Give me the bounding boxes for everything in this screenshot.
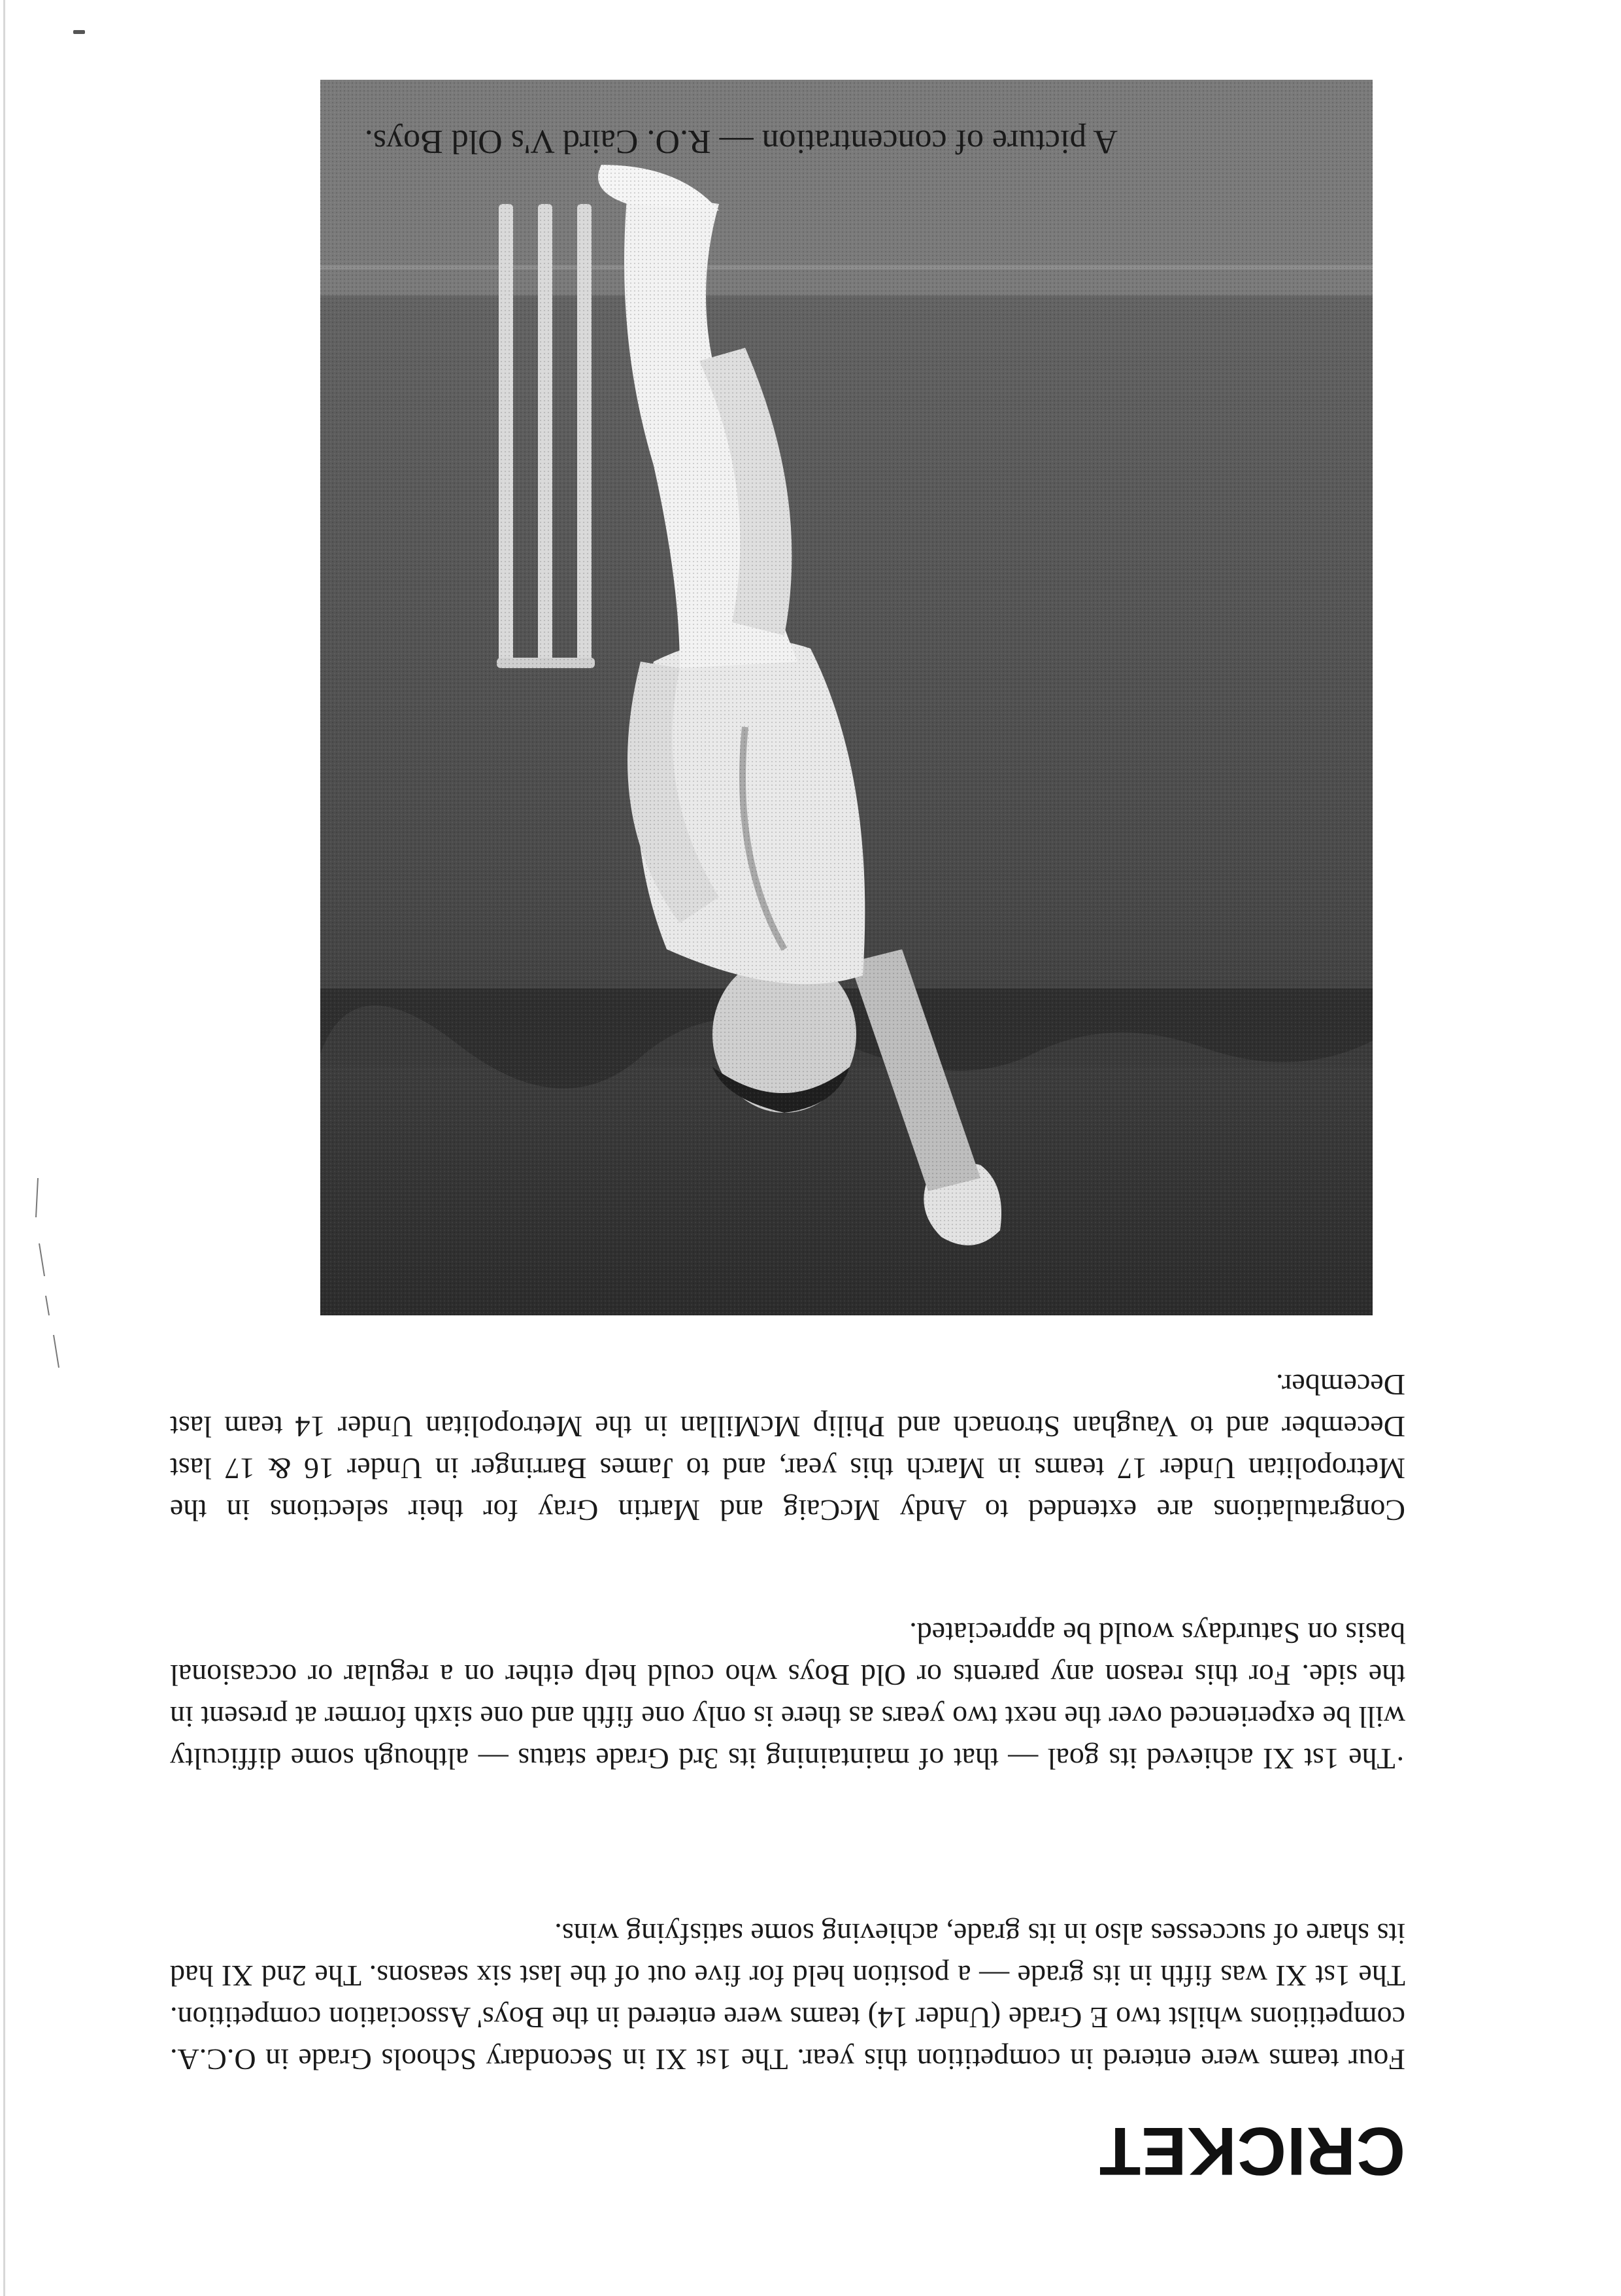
body-paragraph: ·The 1st XI achieved its goal — that of maintaining its 3rd Grade status — although some difficulty will be experienced over the next two years as there is only one fifth and one sixth former at present in the side. For this reason any parents or Old Boys who could help either on a regular or occasional basis on Saturdays would be appreciated. <box>170 1617 1405 1776</box>
cricket-photo-illustration <box>320 80 1373 1315</box>
page-edge-line <box>3 0 5 2296</box>
photo-caption: A picture of concentration — R.O. Caird V's Old Boys. <box>364 123 1118 160</box>
body-paragraph: Four teams were entered in competition this year. The 1st XI in Secondary Schools Grade in O.C.A. competitions whilst two E Grade (Under 14) teams were entered in the Boys' Association competition. The 1st XI was fifth in its grade — a position held for five out of the last six seasons. The 2nd XI had its share of successes also in its grade, achieving some satisfying wins. <box>170 1917 1405 2076</box>
pencil-marks <box>7 1165 85 1374</box>
staple-mark <box>73 30 85 34</box>
body-paragraph: Congratulations are extended to Andy McCaig and Martin Gray for their selections in the Metropolitan Under 17 teams in March this year, and to James Barringer in Under 16 & 17 last December and to Vaughan Stronach and Philip McMillan in the Metropolitan Under 14 team last December. <box>170 1368 1405 1527</box>
page-title: CRICKET <box>1098 2113 1405 2189</box>
cricket-photo <box>320 80 1373 1315</box>
